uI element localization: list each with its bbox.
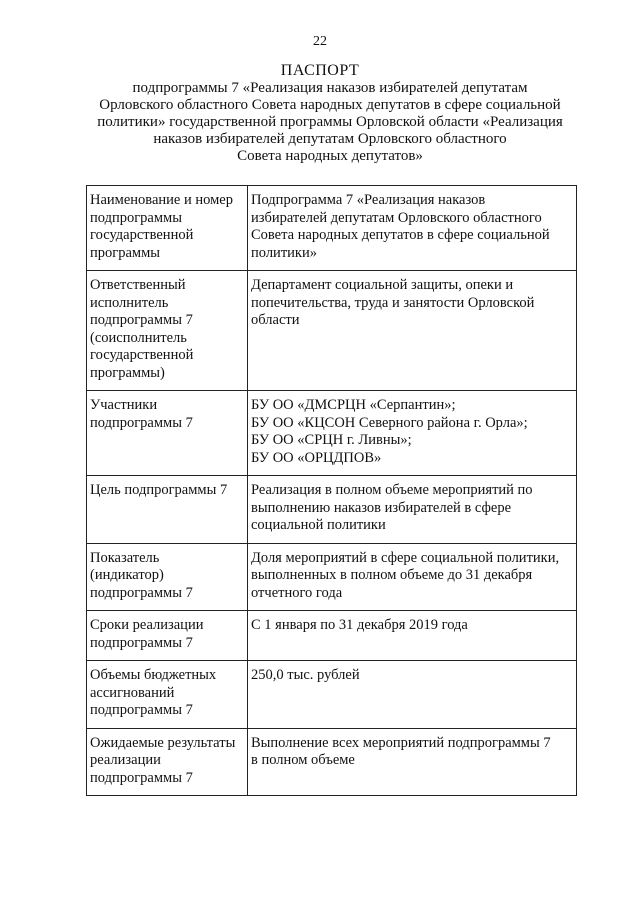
passport-row bbox=[87, 543, 577, 611]
row-value-line: отчетного года bbox=[251, 584, 343, 601]
row-label-line: подпрограммы 7 bbox=[90, 769, 193, 786]
row-label-line: Объемы бюджетных bbox=[90, 667, 217, 683]
row-label-line: Показатель bbox=[90, 549, 160, 566]
row-value-line: Совета народных депутатов в сфере социальной bbox=[251, 227, 550, 243]
passport-row bbox=[87, 271, 577, 391]
page-number: 22 bbox=[313, 34, 327, 49]
row-label-line: подпрограммы 7 bbox=[90, 702, 193, 718]
row-label-line: программы bbox=[90, 244, 160, 261]
row-value-cell bbox=[248, 661, 577, 729]
row-label-line: подпрограммы bbox=[90, 209, 182, 226]
row-label-line: ассигнований bbox=[90, 684, 175, 701]
row-value-line: БУ ОО «ОРЦДПОВ» bbox=[251, 449, 382, 466]
row-label-line: реализации bbox=[90, 752, 161, 768]
row-label-line: государственной bbox=[90, 347, 194, 363]
row-value-cell bbox=[248, 543, 577, 611]
subtitle-line: Совета народных депутатов» bbox=[237, 148, 423, 164]
passport-row bbox=[87, 391, 577, 476]
row-label-cell bbox=[87, 661, 248, 729]
row-value-cell bbox=[248, 476, 577, 544]
row-value-line: социальной политики bbox=[251, 517, 386, 533]
row-value-line: БУ ОО «КЦСОН Северного района г. Орла»; bbox=[251, 414, 528, 431]
passport-table bbox=[86, 185, 577, 796]
row-value-line: в полном объеме bbox=[251, 752, 355, 768]
row-value-line: области bbox=[251, 312, 300, 328]
document-subtitle bbox=[90, 80, 570, 165]
row-label-line: подпрограммы 7 bbox=[90, 414, 193, 431]
row-value-line: Департамент социальной защиты, опеки и bbox=[251, 277, 514, 293]
row-value-cell bbox=[248, 611, 577, 661]
row-label-line: (индикатор) bbox=[90, 567, 164, 583]
row-label-cell bbox=[87, 728, 248, 796]
row-label-line: Цель подпрограммы 7 bbox=[90, 482, 228, 498]
row-label-line: Ожидаемые результаты bbox=[90, 734, 236, 751]
row-label-line: программы) bbox=[90, 364, 165, 381]
row-label-line: Сроки реализации bbox=[90, 617, 204, 633]
row-label-line: подпрограммы 7 bbox=[90, 634, 193, 651]
subtitle-line: Орловского областного Совета народных депутатов в сфере социальной bbox=[99, 97, 561, 113]
row-label-cell bbox=[87, 391, 248, 476]
row-value-cell bbox=[248, 186, 577, 271]
row-label-cell bbox=[87, 543, 248, 611]
row-value-line: попечительства, труда и занятости Орловской bbox=[251, 294, 535, 311]
row-value-line: Реализация в полном объеме мероприятий по bbox=[251, 482, 533, 498]
row-value-line: выполнению наказов избирателей в сфере bbox=[251, 499, 512, 516]
row-value-line: выполненных в полном объеме до 31 декабря bbox=[251, 567, 533, 583]
passport-row bbox=[87, 186, 577, 271]
row-label-line: подпрограммы 7 bbox=[90, 312, 193, 328]
passport-row bbox=[87, 611, 577, 661]
row-label-line: Ответственный bbox=[90, 277, 186, 293]
row-label-line: Наименование и номер bbox=[90, 192, 233, 208]
row-value-line: Подпрограмма 7 «Реализация наказов bbox=[251, 192, 486, 208]
row-value-line: избирателей депутатам Орловского областного bbox=[251, 209, 542, 226]
row-label-line: подпрограммы 7 bbox=[90, 584, 193, 601]
passport-row bbox=[87, 728, 577, 796]
document-title: ПАСПОРТ bbox=[280, 62, 360, 79]
row-value-line: 250,0 тыс. рублей bbox=[251, 667, 360, 683]
row-label-cell bbox=[87, 476, 248, 544]
subtitle-line: политики» государственной программы Орловской области «Реализация bbox=[97, 114, 563, 130]
row-value-line: С 1 января по 31 декабря 2019 года bbox=[251, 617, 468, 633]
row-label-cell bbox=[87, 271, 248, 391]
passport-row bbox=[87, 661, 577, 729]
row-label-line: Участники bbox=[90, 397, 158, 413]
row-value-cell bbox=[248, 728, 577, 796]
row-label-line: (соисполнитель bbox=[90, 329, 187, 346]
row-label-line: исполнитель bbox=[90, 294, 169, 311]
row-label-cell bbox=[87, 186, 248, 271]
subtitle-line: наказов избирателей депутатам Орловского областного bbox=[153, 131, 507, 147]
row-value-cell bbox=[248, 271, 577, 391]
row-label-line: государственной bbox=[90, 227, 194, 243]
row-value-line: политики» bbox=[251, 244, 317, 261]
subtitle-line: подпрограммы 7 «Реализация наказов избирателей депутатам bbox=[132, 80, 528, 96]
row-label-cell bbox=[87, 611, 248, 661]
row-value-line: БУ ОО «ДМСРЦН «Серпантин»; bbox=[251, 397, 456, 413]
row-value-cell bbox=[248, 391, 577, 476]
row-value-line: Доля мероприятий в сфере социальной политики, bbox=[251, 549, 560, 566]
passport-table-body bbox=[87, 186, 577, 796]
row-value-line: Выполнение всех мероприятий подпрограммы 7 bbox=[251, 734, 551, 751]
passport-row bbox=[87, 476, 577, 544]
row-value-line: БУ ОО «СРЦН г. Ливны»; bbox=[251, 432, 412, 448]
